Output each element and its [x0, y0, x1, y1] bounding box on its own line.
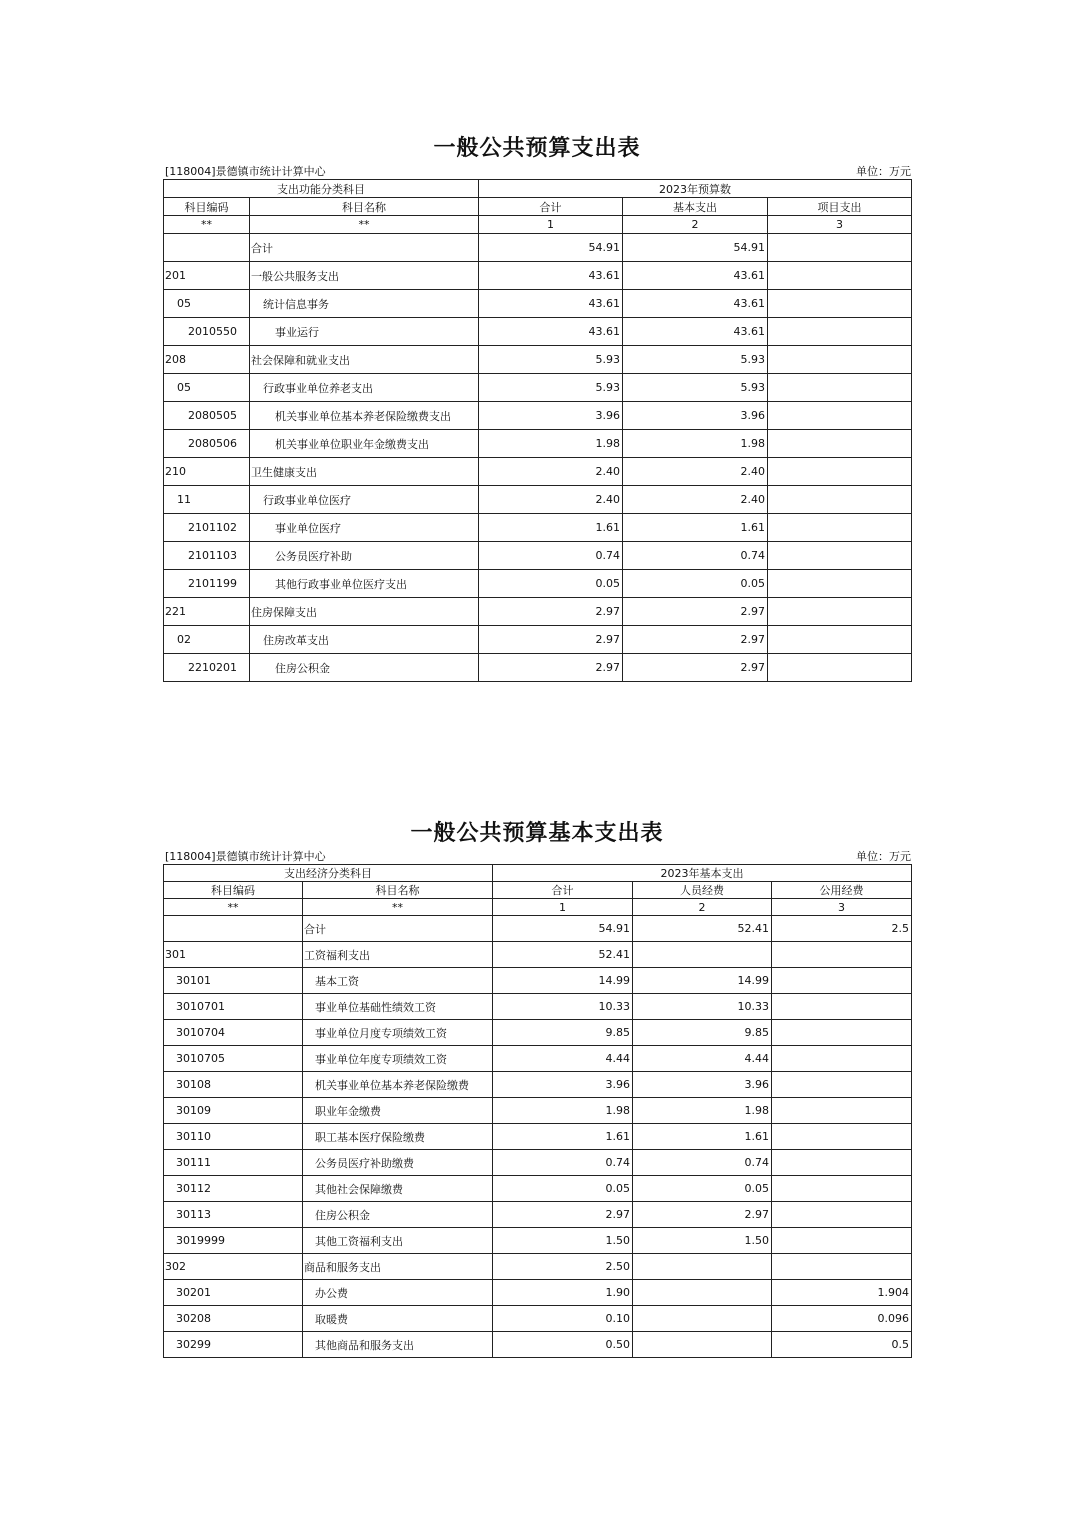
cell-total: 43.61: [479, 290, 623, 318]
cell-total: 43.61: [479, 262, 623, 290]
cell-total: 1.61: [493, 1124, 633, 1150]
cell-personnel: [633, 942, 772, 968]
table-row: [164, 1098, 912, 1124]
col-header-total: 合计: [479, 198, 623, 216]
cell-total: 54.91: [493, 916, 633, 942]
cell-name: 事业单位医疗: [250, 514, 479, 542]
cell-code: 301: [164, 942, 303, 968]
cell-total: 2.40: [479, 486, 623, 514]
cell-name: 事业单位基础性绩效工资: [303, 994, 493, 1020]
cell-code: 3010701: [164, 994, 303, 1020]
cell-name: 合计: [303, 916, 493, 942]
table-row: [164, 1124, 912, 1150]
cell-code: 2101103: [164, 542, 250, 570]
cell-project: [768, 570, 912, 598]
cell-total: 1.50: [493, 1228, 633, 1254]
table-row: [164, 968, 912, 994]
cell-total: 2.40: [479, 458, 623, 486]
idx-3: 3: [772, 899, 912, 916]
cell-public: [772, 1020, 912, 1046]
cell-total: 9.85: [493, 1020, 633, 1046]
cell-total: 2.97: [479, 654, 623, 682]
table-row: [164, 402, 912, 430]
col-header-basic: 基本支出: [623, 198, 768, 216]
cell-name: 机关事业单位职业年金缴费支出: [250, 430, 479, 458]
cell-name: 社会保障和就业支出: [250, 346, 479, 374]
cell-public: 0.096: [772, 1306, 912, 1332]
cell-name: 机关事业单位基本养老保险缴费支出: [250, 402, 479, 430]
cell-name: 住房改革支出: [250, 626, 479, 654]
cell-personnel: 1.61: [633, 1124, 772, 1150]
table-row: [164, 346, 912, 374]
cell-basic: 0.05: [623, 570, 768, 598]
cell-code: 210: [164, 458, 250, 486]
cell-code: 11: [164, 486, 250, 514]
cell-public: [772, 1176, 912, 1202]
table-row: [164, 430, 912, 458]
col-header-name: 科目名称: [303, 882, 493, 899]
table-row: [164, 374, 912, 402]
cell-name: 事业单位年度专项绩效工资: [303, 1046, 493, 1072]
cell-project: [768, 402, 912, 430]
group-header-function: 支出功能分类科目: [164, 180, 479, 198]
cell-code: 302: [164, 1254, 303, 1280]
cell-name: 取暖费: [303, 1306, 493, 1332]
table-row: [164, 1254, 912, 1280]
table2-title: 一般公共预算基本支出表: [410, 820, 664, 846]
table-row: [164, 458, 912, 486]
cell-personnel: 4.44: [633, 1046, 772, 1072]
cell-basic: 2.97: [623, 598, 768, 626]
table-row: [164, 994, 912, 1020]
cell-code: 30112: [164, 1176, 303, 1202]
cell-total: 0.05: [479, 570, 623, 598]
cell-code: 2210201: [164, 654, 250, 682]
table-row: [164, 234, 912, 262]
cell-public: 1.904: [772, 1280, 912, 1306]
cell-code: 30111: [164, 1150, 303, 1176]
cell-basic: 43.61: [623, 318, 768, 346]
cell-name: 职业年金缴费: [303, 1098, 493, 1124]
cell-total: 1.90: [493, 1280, 633, 1306]
cell-public: [772, 1150, 912, 1176]
cell-name: 办公费: [303, 1280, 493, 1306]
col-header-personnel: 人员经费: [633, 882, 772, 899]
cell-total: 2.50: [493, 1254, 633, 1280]
cell-total: 4.44: [493, 1046, 633, 1072]
cell-total: 2.97: [479, 626, 623, 654]
table-row: [164, 1228, 912, 1254]
cell-public: [772, 968, 912, 994]
cell-code: 2101102: [164, 514, 250, 542]
cell-public: 2.5: [772, 916, 912, 942]
cell-name: 商品和服务支出: [303, 1254, 493, 1280]
cell-public: [772, 1098, 912, 1124]
cell-public: [772, 1228, 912, 1254]
cell-code: [164, 916, 303, 942]
cell-public: [772, 942, 912, 968]
cell-public: [772, 1046, 912, 1072]
cell-code: 2080505: [164, 402, 250, 430]
cell-personnel: 1.98: [633, 1098, 772, 1124]
cell-total: 0.74: [493, 1150, 633, 1176]
col-header-public: 公用经费: [772, 882, 912, 899]
basic-expenditure-table: [163, 864, 912, 1358]
cell-total: 10.33: [493, 994, 633, 1020]
table-row: [164, 514, 912, 542]
idx-2: 2: [623, 216, 768, 234]
cell-total: 0.05: [493, 1176, 633, 1202]
table-row: [164, 542, 912, 570]
cell-name: 基本工资: [303, 968, 493, 994]
cell-personnel: [633, 1280, 772, 1306]
cell-total: 54.91: [479, 234, 623, 262]
idx-1: 1: [479, 216, 623, 234]
cell-project: [768, 514, 912, 542]
cell-code: 221: [164, 598, 250, 626]
cell-total: 52.41: [493, 942, 633, 968]
cell-code: 2080506: [164, 430, 250, 458]
cell-project: [768, 374, 912, 402]
cell-project: [768, 542, 912, 570]
budget-expenditure-table: [163, 179, 912, 682]
cell-basic: 43.61: [623, 290, 768, 318]
cell-personnel: 0.05: [633, 1176, 772, 1202]
cell-personnel: 3.96: [633, 1072, 772, 1098]
cell-public: [772, 1124, 912, 1150]
table-row: [164, 916, 912, 942]
cell-name: 卫生健康支出: [250, 458, 479, 486]
table2-body: [164, 916, 912, 1358]
cell-basic: 1.98: [623, 430, 768, 458]
cell-name: 其他商品和服务支出: [303, 1332, 493, 1358]
idx-name: **: [303, 899, 493, 916]
cell-total: 1.98: [479, 430, 623, 458]
table-row: [164, 1176, 912, 1202]
cell-personnel: 52.41: [633, 916, 772, 942]
cell-code: 05: [164, 290, 250, 318]
cell-project: [768, 430, 912, 458]
cell-basic: 0.74: [623, 542, 768, 570]
table2-meta: [163, 848, 911, 864]
table1-unit: 单位：万元: [856, 165, 911, 178]
cell-code: 30113: [164, 1202, 303, 1228]
cell-public: [772, 1072, 912, 1098]
cell-basic: 2.40: [623, 486, 768, 514]
cell-personnel: [633, 1254, 772, 1280]
table1-meta: [163, 163, 911, 179]
cell-name: 公务员医疗补助缴费: [303, 1150, 493, 1176]
table1-body: [164, 234, 912, 682]
cell-name: 机关事业单位基本养老保险缴费: [303, 1072, 493, 1098]
cell-total: 0.50: [493, 1332, 633, 1358]
cell-personnel: 9.85: [633, 1020, 772, 1046]
cell-code: 208: [164, 346, 250, 374]
cell-code: 3010705: [164, 1046, 303, 1072]
cell-name: 其他工资福利支出: [303, 1228, 493, 1254]
table-row: [164, 290, 912, 318]
table-row: [164, 262, 912, 290]
table-row: [164, 626, 912, 654]
group-header-budget: 2023年预算数: [479, 180, 912, 198]
table-row: [164, 318, 912, 346]
cell-basic: 3.96: [623, 402, 768, 430]
cell-personnel: 10.33: [633, 994, 772, 1020]
cell-personnel: 14.99: [633, 968, 772, 994]
table1-title: 一般公共预算支出表: [433, 135, 641, 161]
table-row: [164, 654, 912, 682]
cell-code: 30101: [164, 968, 303, 994]
col-header-project: 项目支出: [768, 198, 912, 216]
cell-code: 201: [164, 262, 250, 290]
cell-personnel: [633, 1332, 772, 1358]
table2-unit: 单位：万元: [856, 850, 911, 863]
cell-name: 事业单位月度专项绩效工资: [303, 1020, 493, 1046]
cell-basic: 2.40: [623, 458, 768, 486]
table-row: [164, 1202, 912, 1228]
cell-basic: 2.97: [623, 654, 768, 682]
table-row: [164, 1332, 912, 1358]
col-header-code: 科目编码: [164, 882, 303, 899]
cell-public: [772, 1254, 912, 1280]
idx-name: **: [250, 216, 479, 234]
cell-personnel: 0.74: [633, 1150, 772, 1176]
col-header-name: 科目名称: [250, 198, 479, 216]
cell-project: [768, 346, 912, 374]
cell-name: 行政事业单位医疗: [250, 486, 479, 514]
cell-total: 2.97: [479, 598, 623, 626]
cell-project: [768, 318, 912, 346]
cell-name: 合计: [250, 234, 479, 262]
cell-project: [768, 458, 912, 486]
cell-total: 5.93: [479, 346, 623, 374]
cell-basic: 2.97: [623, 626, 768, 654]
cell-code: 2101199: [164, 570, 250, 598]
col-header-total: 合计: [493, 882, 633, 899]
cell-total: 2.97: [493, 1202, 633, 1228]
cell-name: 职工基本医疗保险缴费: [303, 1124, 493, 1150]
cell-total: 1.61: [479, 514, 623, 542]
table2-org: [118004]景德镇市统计计算中心: [165, 850, 326, 863]
cell-code: 3010704: [164, 1020, 303, 1046]
cell-total: 43.61: [479, 318, 623, 346]
budget-expenditure-section: [163, 133, 911, 682]
table1-org: [118004]景德镇市统计计算中心: [165, 165, 326, 178]
cell-project: [768, 290, 912, 318]
cell-public: [772, 1202, 912, 1228]
table-row: [164, 1020, 912, 1046]
cell-personnel: [633, 1306, 772, 1332]
cell-basic: 5.93: [623, 346, 768, 374]
cell-name: 其他行政事业单位医疗支出: [250, 570, 479, 598]
cell-basic: 43.61: [623, 262, 768, 290]
group-header-economic: 支出经济分类科目: [164, 865, 493, 882]
idx-3: 3: [768, 216, 912, 234]
table-row: [164, 1280, 912, 1306]
cell-total: 5.93: [479, 374, 623, 402]
cell-total: 0.74: [479, 542, 623, 570]
idx-code: **: [164, 216, 250, 234]
cell-total: 3.96: [479, 402, 623, 430]
cell-code: 05: [164, 374, 250, 402]
cell-code: 30201: [164, 1280, 303, 1306]
cell-project: [768, 598, 912, 626]
cell-total: 3.96: [493, 1072, 633, 1098]
col-header-code: 科目编码: [164, 198, 250, 216]
cell-code: 02: [164, 626, 250, 654]
cell-code: 3019999: [164, 1228, 303, 1254]
table-row: [164, 598, 912, 626]
cell-total: 0.10: [493, 1306, 633, 1332]
table-row: [164, 1306, 912, 1332]
cell-name: 统计信息事务: [250, 290, 479, 318]
cell-name: 住房公积金: [303, 1202, 493, 1228]
idx-1: 1: [493, 899, 633, 916]
cell-code: 2010550: [164, 318, 250, 346]
cell-total: 1.98: [493, 1098, 633, 1124]
cell-code: 30299: [164, 1332, 303, 1358]
cell-name: 事业运行: [250, 318, 479, 346]
cell-basic: 1.61: [623, 514, 768, 542]
cell-name: 工资福利支出: [303, 942, 493, 968]
cell-name: 住房公积金: [250, 654, 479, 682]
cell-project: [768, 626, 912, 654]
cell-project: [768, 234, 912, 262]
table-row: [164, 486, 912, 514]
idx-2: 2: [633, 899, 772, 916]
cell-project: [768, 654, 912, 682]
table-row: [164, 1046, 912, 1072]
cell-total: 14.99: [493, 968, 633, 994]
cell-name: 一般公共服务支出: [250, 262, 479, 290]
table-row: [164, 1150, 912, 1176]
cell-basic: 5.93: [623, 374, 768, 402]
cell-basic: 54.91: [623, 234, 768, 262]
cell-personnel: 1.50: [633, 1228, 772, 1254]
cell-code: 30109: [164, 1098, 303, 1124]
basic-expenditure-section: [163, 818, 911, 1358]
cell-name: 其他社会保障缴费: [303, 1176, 493, 1202]
cell-project: [768, 486, 912, 514]
idx-code: **: [164, 899, 303, 916]
table-row: [164, 570, 912, 598]
cell-name: 行政事业单位养老支出: [250, 374, 479, 402]
cell-name: 住房保障支出: [250, 598, 479, 626]
cell-public: [772, 994, 912, 1020]
cell-project: [768, 262, 912, 290]
cell-code: 30208: [164, 1306, 303, 1332]
cell-code: [164, 234, 250, 262]
cell-code: 30108: [164, 1072, 303, 1098]
group-header-basic-expenditure: 2023年基本支出: [493, 865, 912, 882]
cell-personnel: 2.97: [633, 1202, 772, 1228]
cell-name: 公务员医疗补助: [250, 542, 479, 570]
cell-public: 0.5: [772, 1332, 912, 1358]
cell-code: 30110: [164, 1124, 303, 1150]
table-row: [164, 942, 912, 968]
table-row: [164, 1072, 912, 1098]
